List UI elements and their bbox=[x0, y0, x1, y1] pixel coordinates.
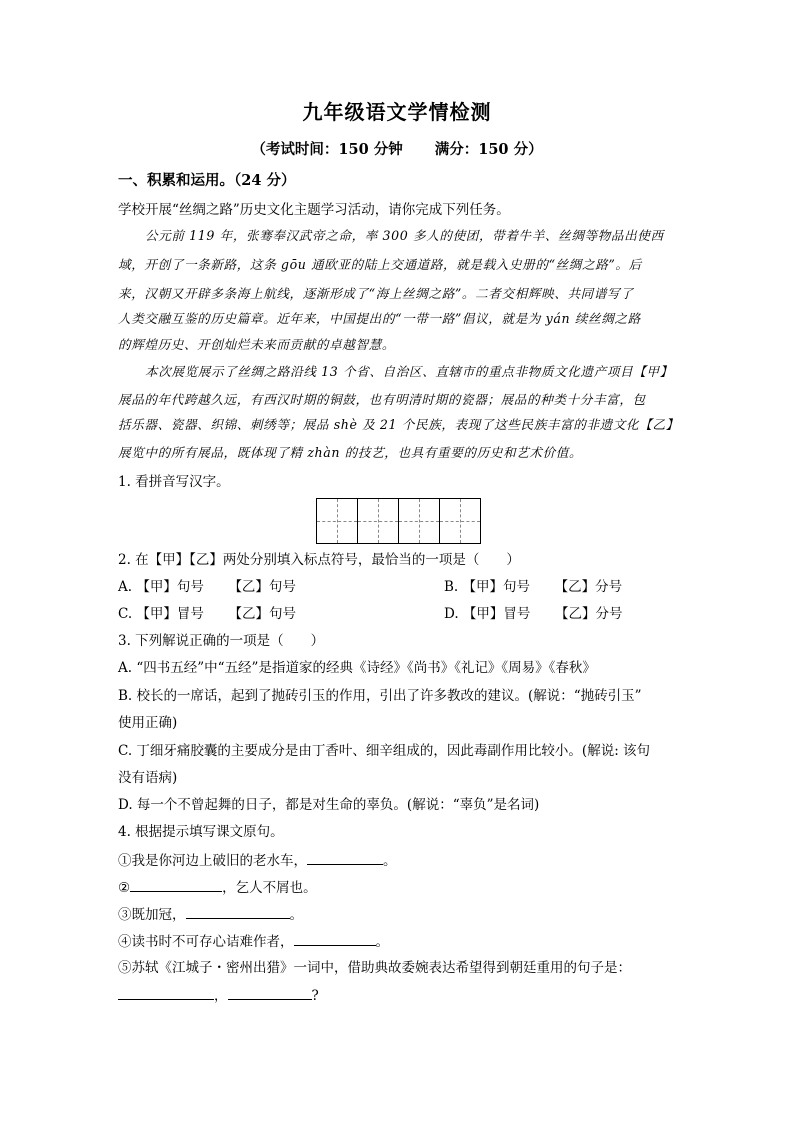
answer-blank[interactable] bbox=[130, 877, 222, 892]
passage-line: 括乐器、瓷器、织锦、刺绣等；展品 shè 及 21 个民族，表现了这些民族丰富的非遗文化【乙】 bbox=[118, 417, 679, 432]
option-c-label: C. 【甲】冒号 bbox=[118, 606, 204, 622]
question-3-option-b-cont: 使用正确) bbox=[118, 715, 178, 731]
q4-item-1-text: ①我是你河边上破旧的老水车， bbox=[118, 853, 307, 869]
answer-blank[interactable] bbox=[118, 985, 214, 1000]
q4-item-5-end: ? bbox=[311, 988, 319, 1004]
question-3-option-b: B. 校长的一席话，起到了抛砖引玉的作用，引出了许多教改的建议。(解说：“抛砖引玉” bbox=[118, 688, 642, 704]
answer-cell[interactable] bbox=[399, 499, 440, 543]
answer-blank[interactable] bbox=[186, 904, 290, 919]
option-b-label: B. 【甲】句号 bbox=[444, 579, 531, 595]
question-3: 3. 下列解说正确的一项是（ ） bbox=[118, 633, 325, 649]
q4-item-3-end: 。 bbox=[289, 907, 303, 923]
passage-line: 人类交融互鉴的历史篇章。近年来，中国提出的“一带一路”倡议，就是为 yán 续丝绸之路 bbox=[118, 311, 641, 326]
passage-line: 展览中的所有展品，既体现了精 zhàn 的技艺，也具有重要的历史和艺术价值。 bbox=[118, 445, 583, 460]
tianzige-answer-grid[interactable] bbox=[316, 498, 481, 544]
answer-cell[interactable] bbox=[440, 499, 481, 543]
q4-item-4 bbox=[118, 931, 682, 952]
q4-item-2-text: ，乞人不屑也。 bbox=[222, 880, 317, 896]
answer-blank[interactable] bbox=[228, 985, 312, 1000]
option-b bbox=[444, 577, 622, 597]
option-a-label: A. 【甲】句号 bbox=[118, 579, 204, 595]
q4-item-2 bbox=[118, 877, 682, 898]
option-c-second: 【乙】句号 bbox=[228, 606, 297, 622]
option-a-second: 【乙】句号 bbox=[228, 579, 296, 595]
q4-item-3 bbox=[118, 904, 682, 925]
exam-time: （考试时间：150 分钟 bbox=[251, 141, 403, 158]
passage-line: 展品的年代跨越久远，有西汉时期的铜鼓，也有明清时期的瓷器；展品的种类十分丰富，包 bbox=[118, 392, 646, 407]
passage-line: 域，开创了一条新路，这条 gōu 通欧亚的陆上交通道路，就是载入史册的“丝绸之路”。后 bbox=[118, 257, 642, 272]
passage-line: 公元前 119 年，张骞奉汉武帝之命，率 300 多人的使团，带着牛羊、丝绸等物品出使西 bbox=[145, 228, 664, 243]
option-b-second: 【乙】分号 bbox=[554, 579, 623, 595]
q4-item-4-text: ④读书时不可存心诘难作者， bbox=[118, 934, 294, 950]
q4-item-5-answers bbox=[118, 985, 682, 1006]
answer-cell[interactable] bbox=[317, 499, 358, 543]
passage-line: 本次展览展示了丝绸之路沿线 13 个省、自治区、直辖市的重点非物质文化遗产项目【甲】 bbox=[145, 364, 673, 379]
section-intro: 学校开展“丝绸之路”历史文化主题学习活动，请你完成下列任务。 bbox=[118, 202, 510, 218]
question-1: 1. 看拼音写汉字。 bbox=[118, 474, 230, 490]
option-d-label: D. 【甲】冒号 bbox=[444, 606, 531, 622]
section-heading: 一、积累和运用。（24 分） bbox=[118, 172, 296, 189]
option-c bbox=[118, 604, 296, 624]
q4-item-1 bbox=[118, 850, 682, 871]
q4-item-4-end: 。 bbox=[375, 934, 389, 950]
exam-score: 满分：150 分） bbox=[434, 141, 543, 158]
question-4: 4. 根据提示填写课文原句。 bbox=[118, 824, 284, 840]
q4-item-2-number: ② bbox=[118, 880, 131, 896]
option-a bbox=[118, 577, 296, 597]
q4-item-1-end: 。 bbox=[383, 853, 397, 869]
question-2: 2. 在【甲】【乙】两处分别填入标点符号，最恰当的一项是（ ） bbox=[118, 552, 520, 568]
passage-line: 的辉煌历史、开创灿烂未来而贡献的卓越智慧。 bbox=[118, 337, 396, 352]
q4-item-3-text: ③既加冠， bbox=[118, 907, 186, 923]
answer-blank[interactable] bbox=[294, 931, 376, 946]
question-3-option-c-cont: 没有语病) bbox=[118, 770, 178, 786]
question-3-option-a: A. “四书五经”中“五经”是指道家的经典《诗经》《尚书》《礼记》《周易》《春秋》 bbox=[118, 660, 596, 676]
passage-line: 来，汉朝又开辟多条海上航线，逐渐形成了“海上丝绸之路”。二者交相辉映、共同谱写了 bbox=[118, 286, 634, 301]
option-d-second: 【乙】分号 bbox=[555, 606, 623, 622]
exam-title: 九年级语文学情检测 bbox=[302, 100, 492, 124]
q4-item-5: ⑤苏轼《江城子・密州出猎》一词中，借助典故委婉表达希望得到朝廷重用的句子是： bbox=[118, 960, 631, 976]
answer-cell[interactable] bbox=[358, 499, 399, 543]
question-3-option-d: D. 每一个不曾起舞的日子，都是对生命的辜负。(解说：“辜负”是名词) bbox=[118, 797, 540, 813]
option-d bbox=[444, 604, 623, 624]
q4-item-5-comma: ， bbox=[214, 988, 228, 1004]
question-3-option-c: C. 丁细牙痛胶囊的主要成分是由丁香叶、细辛组成的，因此毒副作用比较小。(解说: 该句 bbox=[118, 743, 651, 759]
answer-blank[interactable] bbox=[307, 850, 383, 865]
exam-subtitle bbox=[0, 138, 794, 159]
